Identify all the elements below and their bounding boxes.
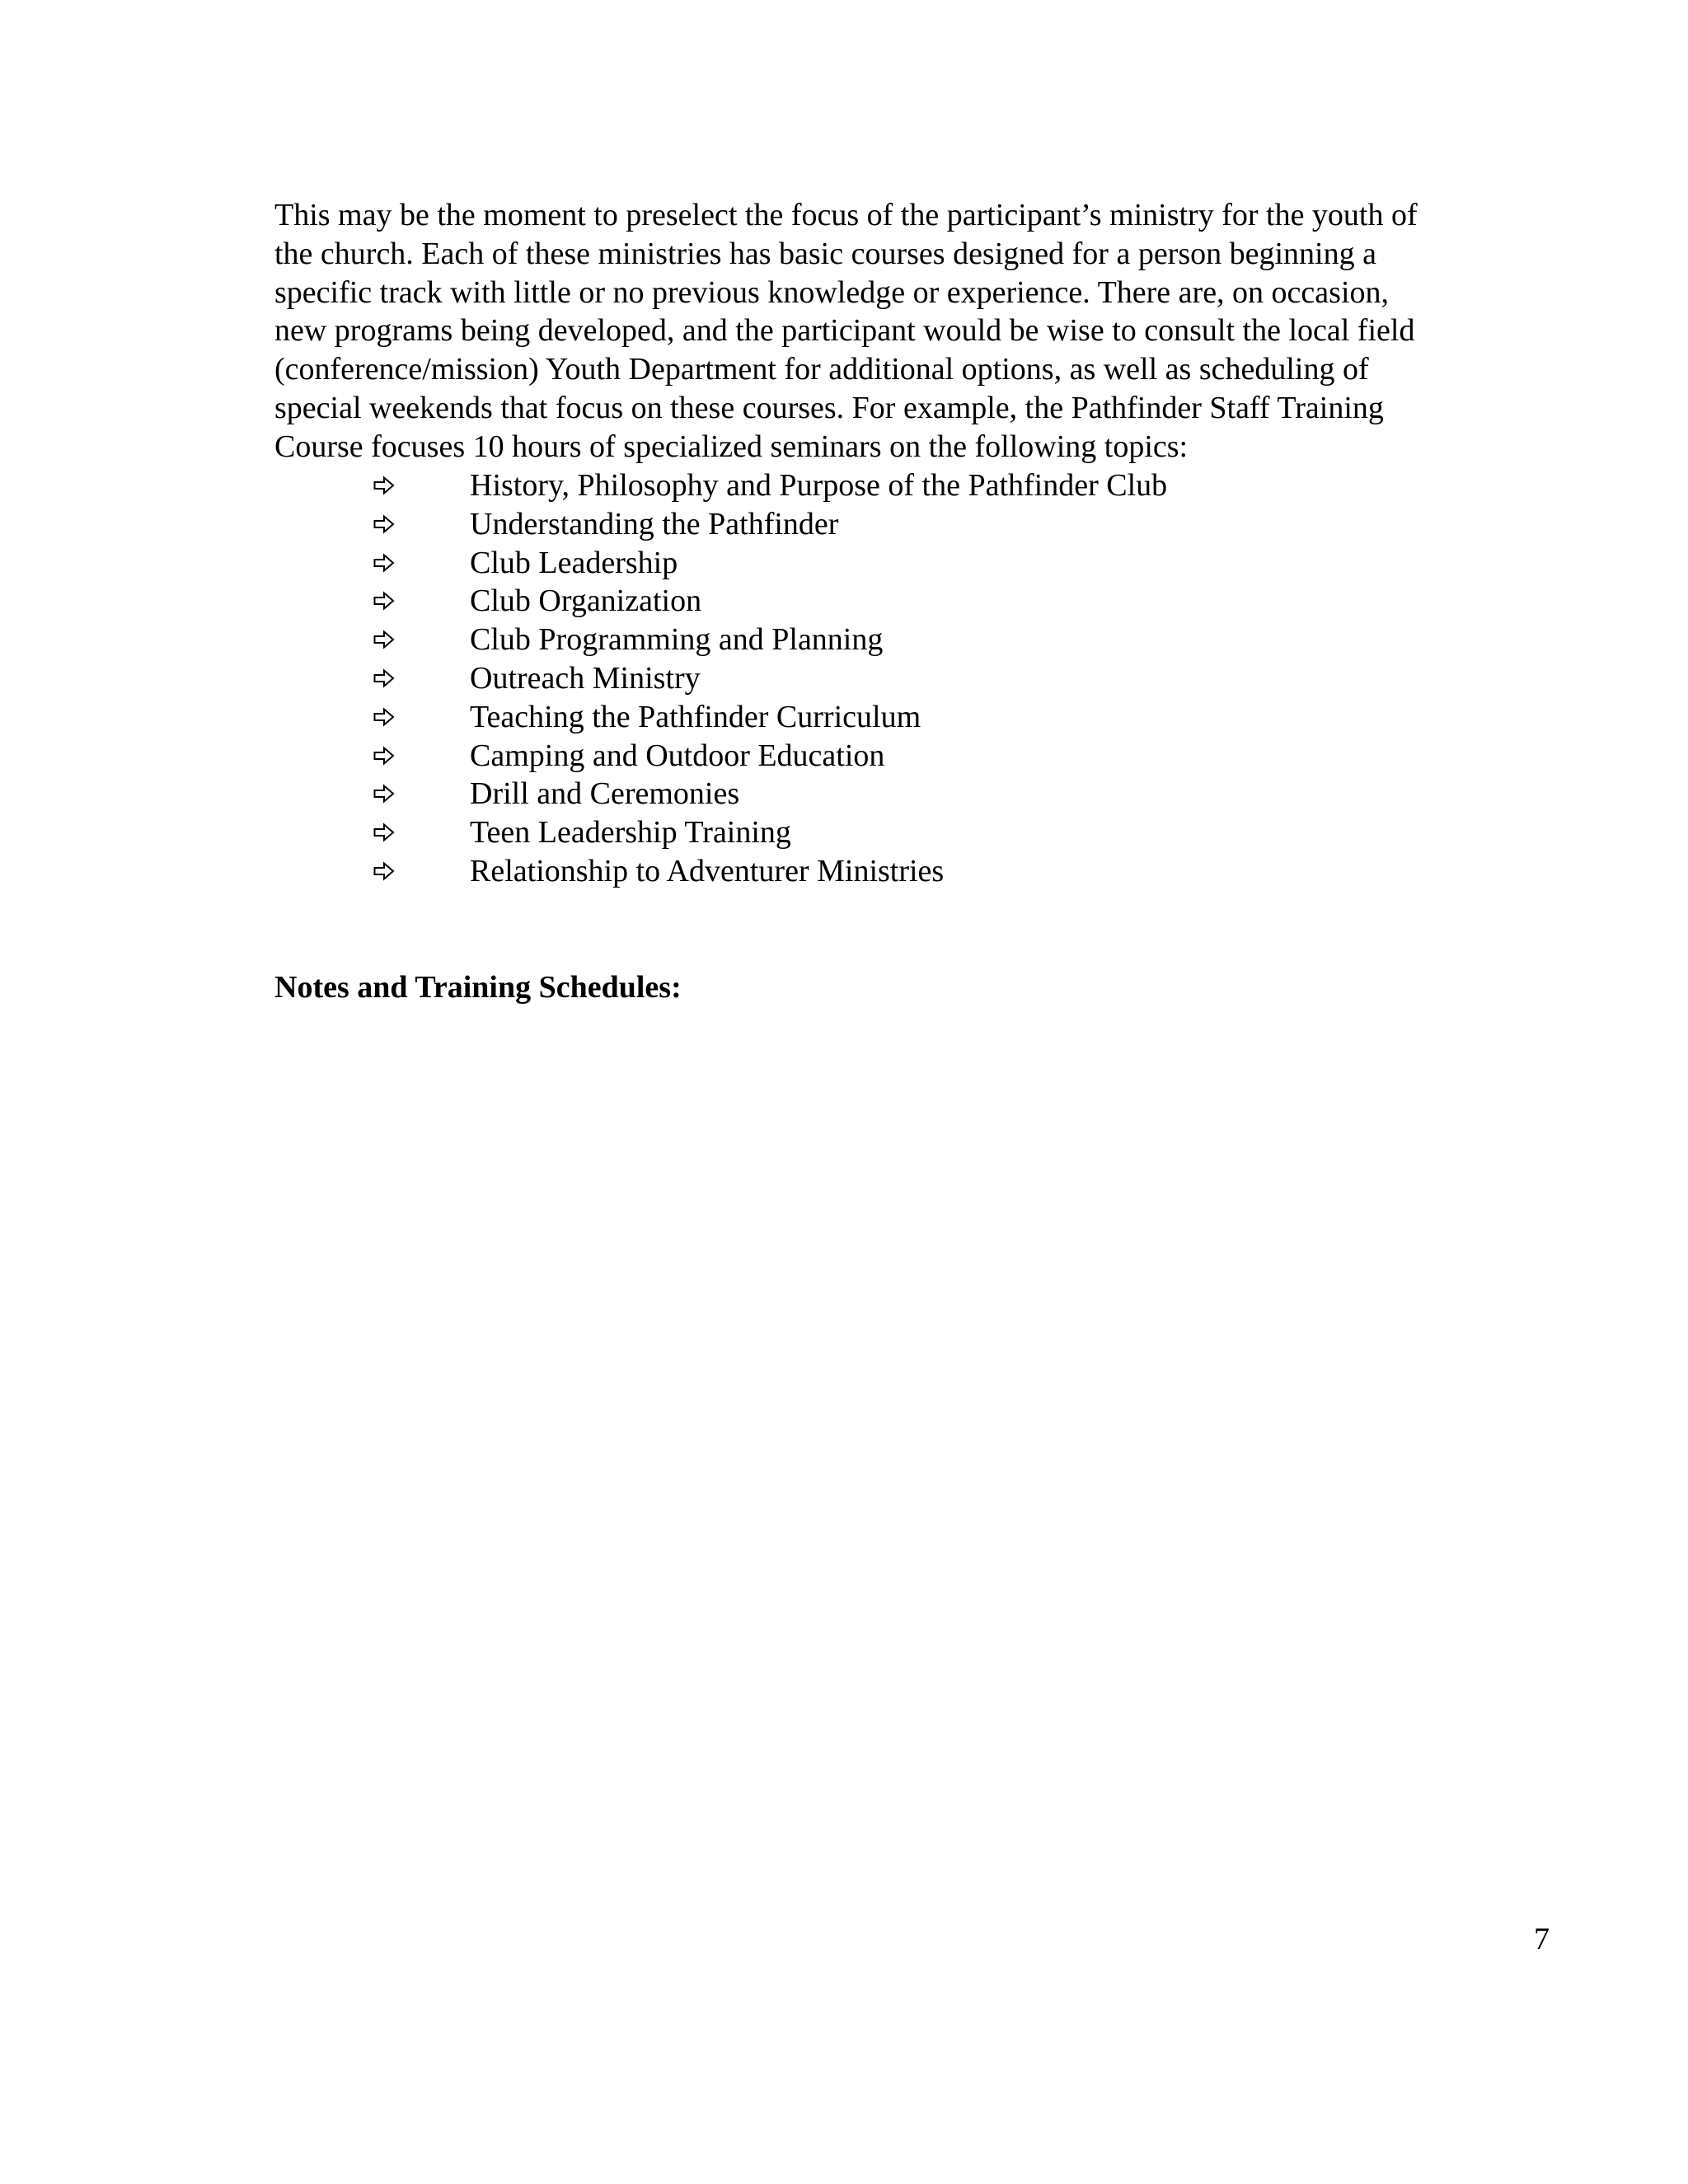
arrow-right-outline-icon	[373, 544, 403, 583]
intro-paragraph	[274, 196, 1478, 466]
topic-list-item	[274, 813, 1478, 852]
intro-line: (conference/mission) Youth Department for additional options, as well as scheduling of	[274, 352, 1369, 387]
arrow-right-outline-icon	[373, 505, 403, 544]
topic-list-item	[274, 852, 1478, 891]
arrow-right-outline-icon	[373, 582, 403, 621]
topic-list-item	[274, 544, 1478, 583]
intro-line: This may be the moment to preselect the focus of the participant’s ministry for the youth of	[274, 198, 1418, 232]
topic-label: Club Programming and Planning	[470, 622, 884, 658]
topic-label: Drill and Ceremonies	[470, 776, 740, 812]
topic-list-item	[274, 582, 1478, 621]
topic-list	[274, 466, 1478, 891]
arrow-right-outline-icon	[373, 621, 403, 659]
notes-heading: Notes and Training Schedules:	[274, 970, 682, 1005]
arrow-right-outline-icon	[373, 659, 403, 698]
topic-label: Outreach Ministry	[470, 660, 701, 696]
topic-list-item	[274, 621, 1478, 659]
topic-list-item	[274, 505, 1478, 544]
topic-label: History, Philosophy and Purpose of the Pathfinder Club	[470, 468, 1168, 503]
topic-list-item	[274, 775, 1478, 813]
intro-line: the church. Each of these ministries has basic courses designed for a person beginning a	[274, 236, 1376, 271]
topic-label: Understanding the Pathfinder	[470, 506, 839, 541]
topic-label: Teaching the Pathfinder Curriculum	[470, 699, 921, 734]
topic-list-item	[274, 698, 1478, 737]
arrow-right-outline-icon	[373, 466, 403, 505]
topic-label: Club Leadership	[470, 545, 678, 580]
topic-list-item	[274, 466, 1478, 505]
topic-label: Teen Leadership Training	[470, 815, 791, 851]
intro-line: specific track with little or no previous knowledge or experience. There are, on occasion,	[274, 274, 1390, 310]
arrow-right-outline-icon	[373, 737, 403, 776]
intro-line: Course focuses 10 hours of specialized seminars on the following topics:	[274, 429, 1189, 464]
arrow-right-outline-icon	[373, 813, 403, 852]
topic-list-item	[274, 659, 1478, 698]
intro-line: special weekends that focus on these courses. For example, the Pathfinder Staff Training	[274, 390, 1384, 425]
topic-label: Camping and Outdoor Education	[470, 738, 885, 773]
topic-label: Club Organization	[470, 583, 702, 619]
topic-list-item	[274, 737, 1478, 776]
arrow-right-outline-icon	[373, 775, 403, 813]
intro-line: new programs being developed, and the participant would be wise to consult the local field	[274, 313, 1415, 349]
page-number: 7	[1534, 1922, 1550, 1957]
arrow-right-outline-icon	[373, 852, 403, 891]
topic-label: Relationship to Adventurer Ministries	[470, 853, 945, 888]
arrow-right-outline-icon	[373, 698, 403, 737]
